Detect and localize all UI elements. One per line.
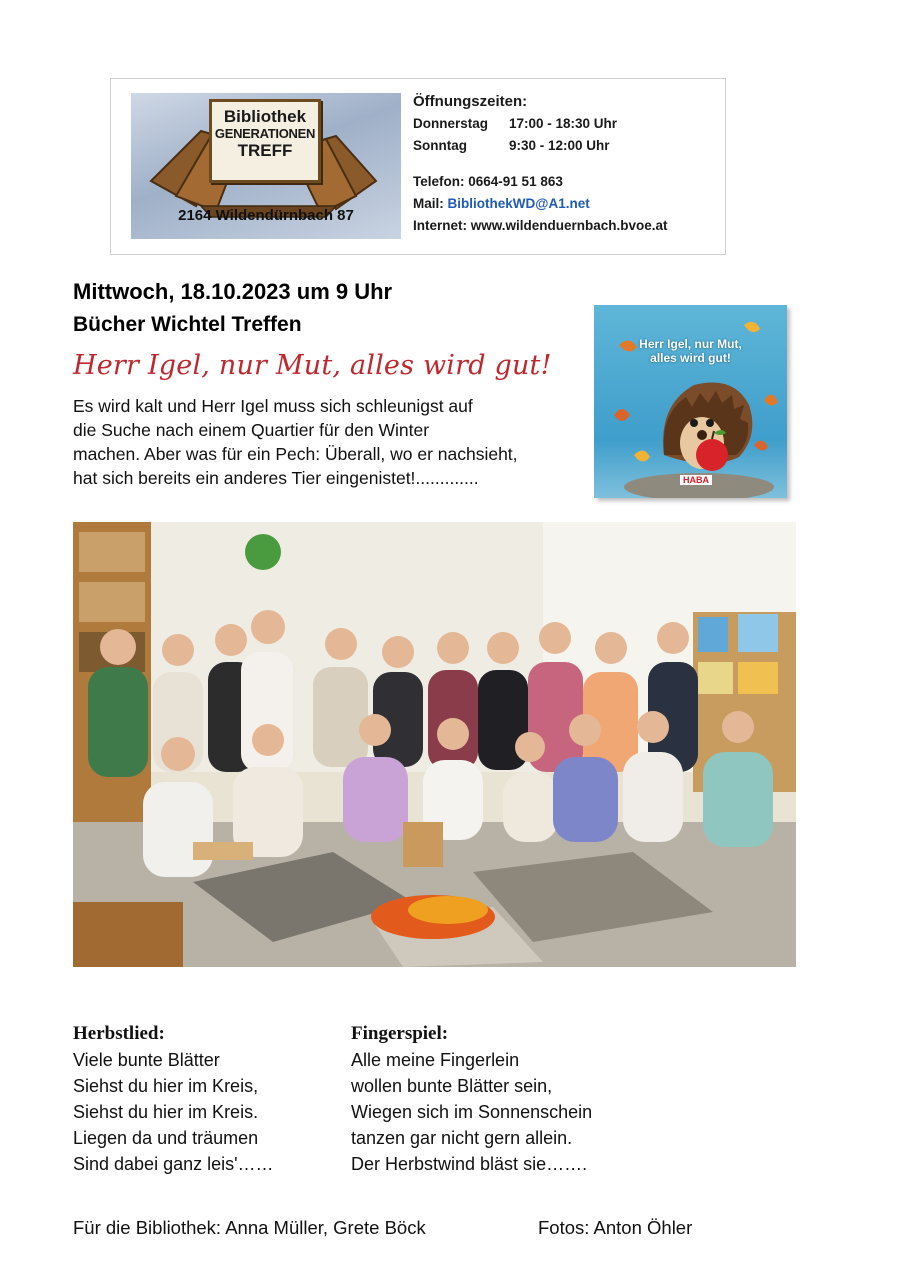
library-banner: [110, 78, 726, 255]
group-photo: [73, 522, 796, 967]
mail-label: Mail:: [413, 196, 444, 211]
internet-label: Internet:: [413, 218, 467, 233]
logo-line-3: TREFF: [237, 141, 293, 160]
logo-sign: [209, 99, 321, 183]
event-description: [73, 394, 573, 490]
phone-number[interactable]: 0664-91 51 863: [468, 174, 563, 189]
hours-title: Öffnungszeiten:: [413, 93, 528, 110]
phone-line: [413, 171, 718, 193]
phone-label: Telefon:: [413, 174, 465, 189]
description-line: Es wird kalt und Herr Igel muss sich schleunigst auf: [73, 396, 473, 416]
cover-title-line: alles wird gut!: [650, 351, 731, 365]
song-line: wollen bunte Blätter sein,: [351, 1076, 553, 1096]
cover-title-line: Herr Igel, nur Mut,: [639, 337, 742, 351]
cover-title: [594, 337, 787, 365]
song-line: Wiegen sich im Sonnenschein: [351, 1102, 593, 1122]
publisher-logo: HABA: [680, 475, 712, 485]
logo-line-2: GENERATIONEN: [214, 126, 316, 141]
footer-photo-credit: Fotos: Anton Öhler: [538, 1217, 693, 1238]
song-line: tanzen gar nicht gern allein.: [351, 1128, 573, 1148]
hours-row: [413, 135, 718, 157]
mail-line: [413, 193, 718, 215]
song-line: Siehst du hier im Kreis.: [73, 1102, 259, 1122]
herbstlied-heading: Herbstlied:: [73, 1023, 165, 1044]
hours-time: 9:30 - 12:00 Uhr: [509, 138, 610, 153]
description-line: hat sich bereits ein anderes Tier eingenistet!.............: [73, 468, 479, 488]
logo-line-1: Bibliothek: [223, 107, 307, 126]
fingerspiel: [351, 1021, 592, 1177]
hours-row: [413, 113, 718, 135]
description-line: die Suche nach einem Quartier für den Winter: [73, 420, 430, 440]
song-line: Liegen da und träumen: [73, 1128, 259, 1148]
song-line: Der Herbstwind bläst sie…….: [351, 1154, 588, 1174]
book-cover: [594, 305, 787, 498]
song-line: Alle meine Fingerlein: [351, 1050, 520, 1070]
book-title: Herr Igel, nur Mut, alles wird gut!: [73, 350, 552, 381]
mail-link[interactable]: BibliothekWD@A1.net: [447, 196, 590, 211]
library-address: 2164 Wildendürnbach 87: [178, 207, 354, 224]
group-photo-illustration: [73, 522, 796, 967]
hours-day: Sonntag: [413, 138, 467, 153]
song-line: Viele bunte Blätter: [73, 1050, 220, 1070]
library-logo: [131, 93, 401, 239]
herbstlied: [73, 1021, 274, 1177]
fingerspiel-heading: Fingerspiel:: [351, 1023, 449, 1044]
hours-time: 17:00 - 18:30 Uhr: [509, 116, 618, 131]
library-info: [413, 91, 718, 237]
song-line: Siehst du hier im Kreis,: [73, 1076, 259, 1096]
hours-day: Donnerstag: [413, 116, 489, 131]
footer-credits: Für die Bibliothek: Anna Müller, Grete Böck: [73, 1217, 426, 1238]
cover-illustration: [594, 305, 787, 498]
description-line: machen. Aber was für ein Pech: Überall, wo er nachsieht,: [73, 444, 518, 464]
event-date: Mittwoch, 18.10.2023 um 9 Uhr: [73, 279, 393, 304]
event-title: Bücher Wichtel Treffen: [73, 313, 302, 336]
internet-link[interactable]: www.wildenduernbach.bvoe.at: [470, 218, 668, 233]
internet-line: [413, 215, 718, 237]
song-line: Sind dabei ganz leis'……: [73, 1154, 274, 1174]
